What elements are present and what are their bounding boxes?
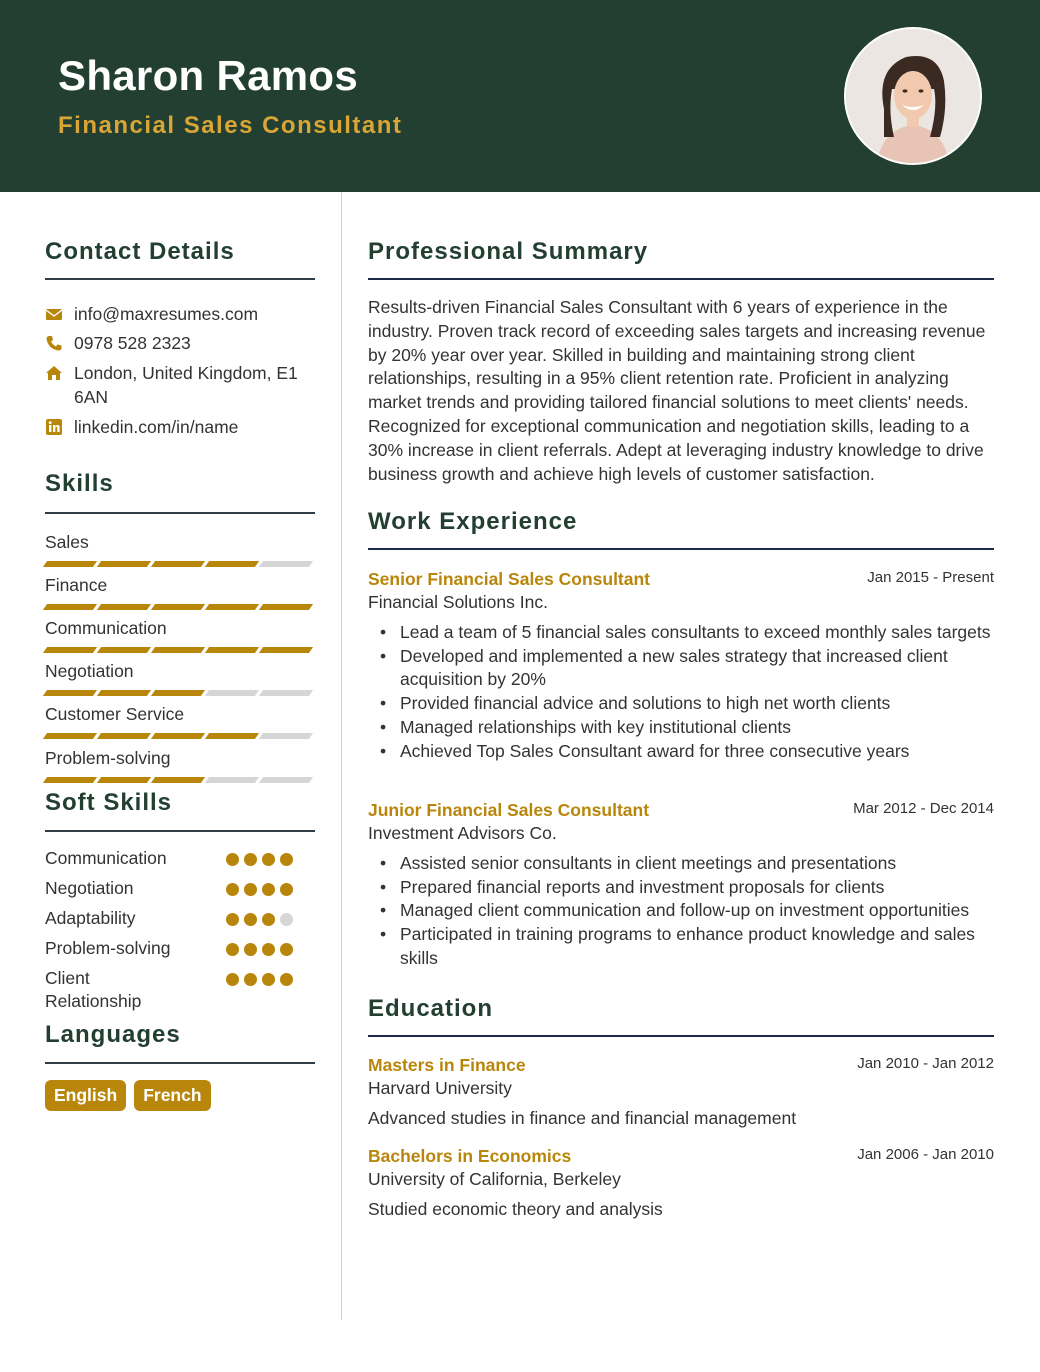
soft-skill-dots [226,943,293,956]
soft-skill-row [45,967,315,1017]
rating-dot-filled [244,883,257,896]
section-rule [45,830,315,832]
language-tags [45,1080,315,1111]
skill-bar-empty [259,690,313,696]
skill-bar-filled [43,690,97,696]
education-dates: Jan 2006 - Jan 2010 [857,1146,994,1163]
rating-dot-filled [262,943,275,956]
skill-bar-filled [97,561,151,567]
job-dates: Mar 2012 - Dec 2014 [853,800,994,817]
skill-row [45,703,315,747]
rating-dot-filled [244,853,257,866]
rating-dot-filled [226,973,239,986]
languages-section [45,1021,315,1111]
skill-bar-empty [259,777,313,783]
rating-dot-filled [226,943,239,956]
education-entry [368,1145,994,1221]
skill-bar-filled [151,561,205,567]
education-entry [368,1054,994,1130]
skill-bar-filled [43,777,97,783]
skill-label: Customer Service [45,704,185,724]
skill-bar-filled [43,647,97,653]
education-dates: Jan 2010 - Jan 2012 [857,1055,994,1072]
education-section [368,995,994,1037]
soft-skills-list [45,847,315,1017]
job-entry [368,799,994,971]
rating-dot-filled [280,853,293,866]
profile-photo [844,27,982,165]
skill-bar-filled [151,733,205,739]
rating-dot-filled [262,853,275,866]
skill-bar-filled [205,561,259,567]
job-bullets [368,621,994,763]
contact-linkedin-text: linkedin.com/in/name [74,417,239,437]
skill-level-bars [45,561,315,567]
job-bullet: • Lead a team of 5 financial sales consultants to exceed monthly sales targets [368,621,994,645]
rating-dot-filled [262,973,275,986]
candidate-name: Sharon Ramos [58,52,358,99]
skill-bar-filled [43,561,97,567]
degree-title: Bachelors in Economics [368,1146,572,1166]
rating-dot-filled [280,943,293,956]
phone-icon [45,334,63,352]
rating-dot-filled [226,853,239,866]
soft-skills-heading: Soft Skills [45,789,173,816]
education-description: Studied economic theory and analysis [368,1199,663,1219]
summary-text: Results-driven Financial Sales Consultant with 6 years of experience in the industry. Proven track record of exceeding sales targets and increasing revenue by 20% year over year. Skilled in building and maintaining strong client relationships, resulting in a 95% client retention rate. Proficient in analyzing market trends and providing tailored financial solutions to meet clients' needs. Recognized for exceptional communication and negotiation skills, leading to a 30% increase in client referrals. Adept at leveraging industry knowledge to drive business growth and achieve high levels of customer satisfaction. [368,297,986,484]
job-bullet: • Managed client communication and follow-up on investment opportunities [368,899,994,923]
skill-bar-filled [205,604,259,610]
contact-phone[interactable] [45,331,315,355]
skill-bar-empty [205,690,259,696]
skill-bar-filled [259,647,313,653]
rating-dot-filled [226,913,239,926]
rating-dot-filled [280,973,293,986]
language-tag: French [134,1080,210,1111]
section-rule [45,278,315,280]
education-heading: Education [368,995,494,1022]
rating-dot-empty [280,913,293,926]
skill-row [45,747,315,790]
job-bullets [368,852,994,971]
skill-row [45,574,315,617]
skill-bar-filled [151,690,205,696]
school-name: Harvard University [368,1078,512,1098]
skill-bar-filled [151,604,205,610]
skills-section [45,470,315,514]
soft-skill-dots [226,883,293,896]
job-dates: Jan 2015 - Present [867,569,994,586]
soft-skill-dots [226,913,293,926]
soft-skill-label: Negotiation [45,878,134,898]
contact-address [45,361,315,409]
skill-bar-filled [43,604,97,610]
job-bullet: • Participated in training programs to enhance product knowledge and sales skills [368,923,994,970]
soft-skill-row [45,877,315,907]
skill-label: Sales [45,532,89,552]
section-rule [45,512,315,514]
language-tag: English [45,1080,126,1111]
skill-bar-filled [97,604,151,610]
skill-label: Communication [45,618,167,638]
skill-bar-filled [97,777,151,783]
section-rule [45,1062,315,1064]
column-divider [341,192,342,1320]
skill-bar-filled [205,647,259,653]
rating-dot-filled [226,883,239,896]
contact-address-text: London, United Kingdom, E1 6AN [74,363,298,407]
rating-dot-filled [244,913,257,926]
skill-label: Finance [45,575,108,595]
skill-bar-filled [151,777,205,783]
skill-bar-empty [259,561,313,567]
soft-skill-row [45,907,315,937]
soft-skill-row [45,937,315,967]
skill-level-bars [45,647,315,653]
skill-bar-filled [43,733,97,739]
soft-skill-label: Adaptability [45,908,136,928]
rating-dot-filled [280,883,293,896]
contact-phone-text: 0978 528 2323 [74,333,191,353]
skill-bar-filled [97,647,151,653]
candidate-title: Financial Sales Consultant [58,112,403,139]
rating-dot-filled [244,943,257,956]
skill-row [45,617,315,660]
job-title: Senior Financial Sales Consultant [368,569,651,589]
languages-heading: Languages [45,1021,181,1048]
summary-heading: Professional Summary [368,238,649,265]
skill-bar-filled [151,647,205,653]
skills-list [45,531,315,790]
school-name: University of California, Berkeley [368,1169,621,1189]
rating-dot-filled [244,973,257,986]
soft-skill-label: Communication [45,848,167,868]
job-bullet: • Assisted senior consultants in client meetings and presentations [368,852,994,876]
experience-heading: Work Experience [368,508,578,535]
skill-bar-filled [97,733,151,739]
summary-section [368,238,994,486]
job-company: Investment Advisors Co. [368,823,557,843]
experience-section [368,508,994,550]
job-bullet: • Developed and implemented a new sales strategy that increased client acquisition by 20% [368,645,994,692]
skill-row [45,531,315,574]
skill-bar-filled [97,690,151,696]
job-bullet: • Managed relationships with key institutional clients [368,716,994,740]
contact-section [45,238,315,280]
skill-bar-empty [259,733,313,739]
job-bullet: • Provided financial advice and solutions to high net worth clients [368,692,994,716]
degree-title: Masters in Finance [368,1055,526,1075]
soft-skills-section [45,789,315,832]
contact-linkedin[interactable] [45,415,315,439]
skill-level-bars [45,690,315,696]
education-description: Advanced studies in finance and financial management [368,1108,797,1128]
section-rule [368,278,994,280]
skill-level-bars [45,604,315,610]
soft-skill-dots [226,973,293,986]
contact-heading: Contact Details [45,238,235,265]
envelope-icon [45,305,63,323]
soft-skill-dots [226,853,293,866]
section-rule [368,1035,994,1037]
job-bullet: • Prepared financial reports and investment proposals for clients [368,876,994,900]
skill-row [45,660,315,703]
resume-header [0,0,1040,192]
skill-level-bars [45,777,315,783]
linkedin-icon [45,418,63,436]
soft-skill-label: Client Relationship [45,968,142,1011]
job-bullet: • Achieved Top Sales Consultant award for three consecutive years [368,740,994,764]
contact-email[interactable] [45,302,315,326]
rating-dot-filled [262,883,275,896]
job-title: Junior Financial Sales Consultant [368,800,650,820]
skill-bar-empty [205,777,259,783]
job-company: Financial Solutions Inc. [368,592,548,612]
rating-dot-filled [262,913,275,926]
job-entry [368,568,994,763]
skills-heading: Skills [45,470,114,497]
skill-bar-filled [259,604,313,610]
skill-level-bars [45,733,315,739]
skill-bar-filled [205,733,259,739]
soft-skill-label: Problem-solving [45,938,171,958]
skill-label: Negotiation [45,661,134,681]
soft-skill-row [45,847,315,877]
home-icon [45,364,63,382]
skill-label: Problem-solving [45,748,171,768]
contact-email-text: info@maxresumes.com [74,304,259,324]
section-rule [368,548,994,550]
